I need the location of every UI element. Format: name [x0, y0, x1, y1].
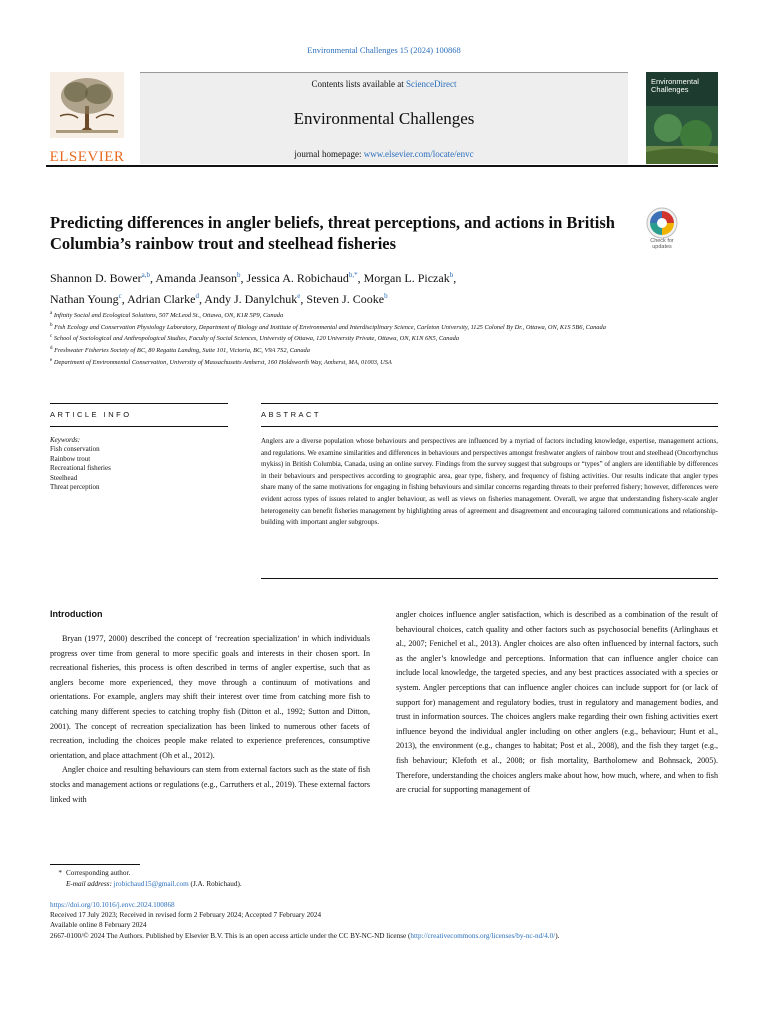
article-info-rule-bottom [50, 426, 228, 427]
homepage-prefix: journal homepage: [294, 149, 364, 159]
keywords-block [50, 436, 220, 492]
cover-title: Environmental Challenges [651, 77, 699, 94]
elsevier-wordmark: ELSEVIER [49, 149, 125, 165]
author[interactable]: Steven J. Cooke$^b$ [306, 292, 388, 306]
crossmark-label: Check for updates [650, 238, 674, 250]
introduction-heading: Introduction [50, 609, 103, 619]
article-info-heading: ARTICLE INFO [50, 410, 132, 419]
author[interactable]: Amanda Jeanson$^b$, [155, 271, 247, 285]
license-link[interactable]: http://creativecommons.org/licenses/by-nc-nd/4.0/ [410, 931, 556, 940]
affiliation: $^a$ Infinity Social and Ecological Solutions, 507 McLeod St., Ottawa, ON, K1R 5P9, Canada [50, 311, 284, 320]
header-rule [46, 165, 718, 167]
author[interactable]: Adrian Clarke$^d$, [127, 292, 205, 306]
author[interactable]: Morgan L. Piczak$^b$, [363, 271, 457, 285]
abstract-text: Anglers are a diverse population whose behaviours and perspectives are influenced by a myriad of factors including knowledge, expertise, management actions, and regulations. We examine similarities and differences in behaviours and perspectives amongst freshwater anglers of rainbow trout and steelhead (Oncorhynchus mykiss) in British Columbia, Canada, using an online survey. Findings from the survey suggest that subgroups or “types” of anglers are identifiable by differences in their behaviours and perspectives according to geographic area, gear type, fishery, and frequency of fishing activities. Our results indicate that angler types share many of the same motivations for engaging in fishing behaviours and similar concerns regarding threats to their preferred fishery; however, differences were evident across types of issues related to angler behaviour, as well as views on fisheries management. Overall, we argue that understanding fishery-scale angler heterogeneity can benefit fisheries management by highlighting areas of agreement and disagreement and encouraging tailored communications and relationship-building with important angler subgroups. [261, 437, 718, 527]
keywords-label: Keywords: [50, 436, 81, 444]
intro-right-column [396, 608, 718, 798]
author[interactable]: Shannon D. Bower$^{a,b}$, [50, 271, 156, 285]
affiliations [50, 309, 690, 367]
journal-title: Environmental Challenges [293, 109, 475, 128]
corresponding-author-note: * Corresponding author. [58, 869, 131, 877]
email-line: E-mail address: jrobichaud15@gmail.com (J.A. Robichaud). [66, 879, 242, 888]
intro-left-column [50, 632, 370, 807]
keyword: Steelhead [50, 473, 78, 482]
license-line: 2667-0100/© 2024 The Authors. Published by Elsevier B.V. This is an open access article under the CC BY-NC-ND license (http://creativecommons.org/licenses/by-nc-nd/4.0/). [50, 931, 560, 940]
received-dates: Received 17 July 2023; Received in revised form 2 February 2024; Accepted 7 February 2024 [50, 911, 322, 920]
affiliation: $^e$ Department of Environmental Conservation, University of Massachusetts Amherst, 160 Holdsworth Way, Amherst, MA, 01003, USA [50, 357, 392, 366]
intro-paragraph: Bryan (1977, 2000) described the concept of ‘recreation specialization’ in which individuals progress over time from general to more specific goals and interests in their chosen sport. In recreational fisheries, this process is often described in terms of angler expertise, such that as anglers become more experienced, they move through a continuum of motivations and orientations. For example, anglers may shift their interest over time from catching more fish to catching many different species to catching trophy fish (Ditton et al., 1992; Sutton and Ditton, 2001). The concept of recreation specialization has been linked to numerous other facets of recreation, including the choices people make related to experience preferences, consumptive orientation, and place attachment (Oh et al., 2012). [50, 634, 370, 760]
abstract-heading: ABSTRACT [261, 410, 322, 419]
journal-homepage-link[interactable]: www.elsevier.com/locate/envc [363, 149, 474, 159]
email-link[interactable]: jrobichaud15@gmail.com [113, 879, 189, 888]
author-list [50, 266, 670, 308]
abstract-rule-top [261, 403, 718, 404]
contents-line [140, 79, 628, 89]
journal-cover-icon[interactable] [646, 72, 718, 164]
keyword: Threat perception [50, 483, 100, 492]
elsevier-tree-logo-icon [50, 72, 124, 138]
doi-link[interactable]: https://doi.org/10.1016/j.envc.2024.100868 [50, 901, 175, 909]
keyword: Recreational fisheries [50, 464, 111, 473]
sciencedirect-link[interactable]: ScienceDirect [406, 79, 457, 89]
crossmark-icon[interactable] [645, 206, 679, 240]
keyword: Rainbow trout [50, 454, 91, 463]
cover-image [646, 106, 718, 164]
article-title: Predicting differences in angler beliefs, threat perceptions, and actions in British Columbia’s rainbow trout and steelhead fisheries [50, 213, 615, 253]
author[interactable]: Andy J. Danylchuk$^e$, [204, 292, 307, 306]
abstract-rule-bottom [261, 426, 718, 427]
author[interactable]: Nathan Young$^c$, [50, 292, 128, 306]
journal-reference[interactable]: Environmental Challenges 15 (2024) 100868 [307, 45, 461, 55]
affiliation: $^b$ Fish Ecology and Conservation Physiology Laboratory, Department of Biology and Institute of Environmental and Interdisciplinary Science, Carleton University, 1125 Colonel By Dr., Ottawa, ON, K1S 5B6, Canada [50, 322, 606, 331]
keyword: Fish conservation [50, 445, 100, 454]
elsevier-logo[interactable] [46, 72, 128, 164]
contents-prefix: Contents lists available at [311, 79, 406, 89]
available-date: Available online 8 February 2024 [50, 921, 147, 930]
intro-paragraph: Angler choice and resulting behaviours can stem from external factors such as the state of fish stocks and management actions or regulations (e.g., Carruthers et al., 2019). These external factors linked with [50, 765, 370, 804]
article-info-rule-top [50, 403, 228, 404]
author[interactable]: Jessica A. Robichaud$^{b,*}$, [246, 271, 364, 285]
abstract-rule-end [261, 578, 718, 579]
intro-paragraph: angler choices influence angler satisfaction, which is described as a combination of the result of behavioural choices, catch quality and other factors such as psychosocial benefits (Arlinghaus et al., 2007; Fenichel et al., 2013). Angler choices are also often influenced by internal factors, such as the angler’s knowledge and perceptions. Information that can influence angler choice can include local knowledge, the targeted species, and any best practices associated with a species or system. Angler perceptions that can influence angler choices can include support for (or lack of support for) management and regulatory bodies, trust in regulatory and management bodies, and trust in information sources. The choices anglers make regarding their own fishing activities exert influence beyond the individual angler including on other anglers (e.g., behaviour; Hunt et al., 2013), the environment (e.g., changes to habitat; Post et al., 2008), and the fish they target (e.g., fish behaviour; Klefoth et al., 2008; or fish mortality, Bartholomew and Bohnsack, 2005). Therefore, understanding the choices anglers make about how, how much, where, and when to fish are crucial for supporting management of [396, 610, 718, 795]
homepage-line [140, 149, 628, 159]
affiliation: $^c$ School of Sociological and Anthropological Studies, Faculty of Social Sciences, University of Ottawa, 120 University Private, Ottawa, ON, K1N 6N5, Canada [50, 334, 460, 343]
footnote-rule [50, 864, 140, 865]
affiliation: $^d$ Freshwater Fisheries Society of BC, 80 Regatta Landing, Suite 101, Victoria, BC, V9A 7S2, Canada [50, 345, 310, 354]
footnote [50, 868, 450, 889]
journal-masthead [140, 72, 628, 164]
publication-info [50, 900, 718, 941]
